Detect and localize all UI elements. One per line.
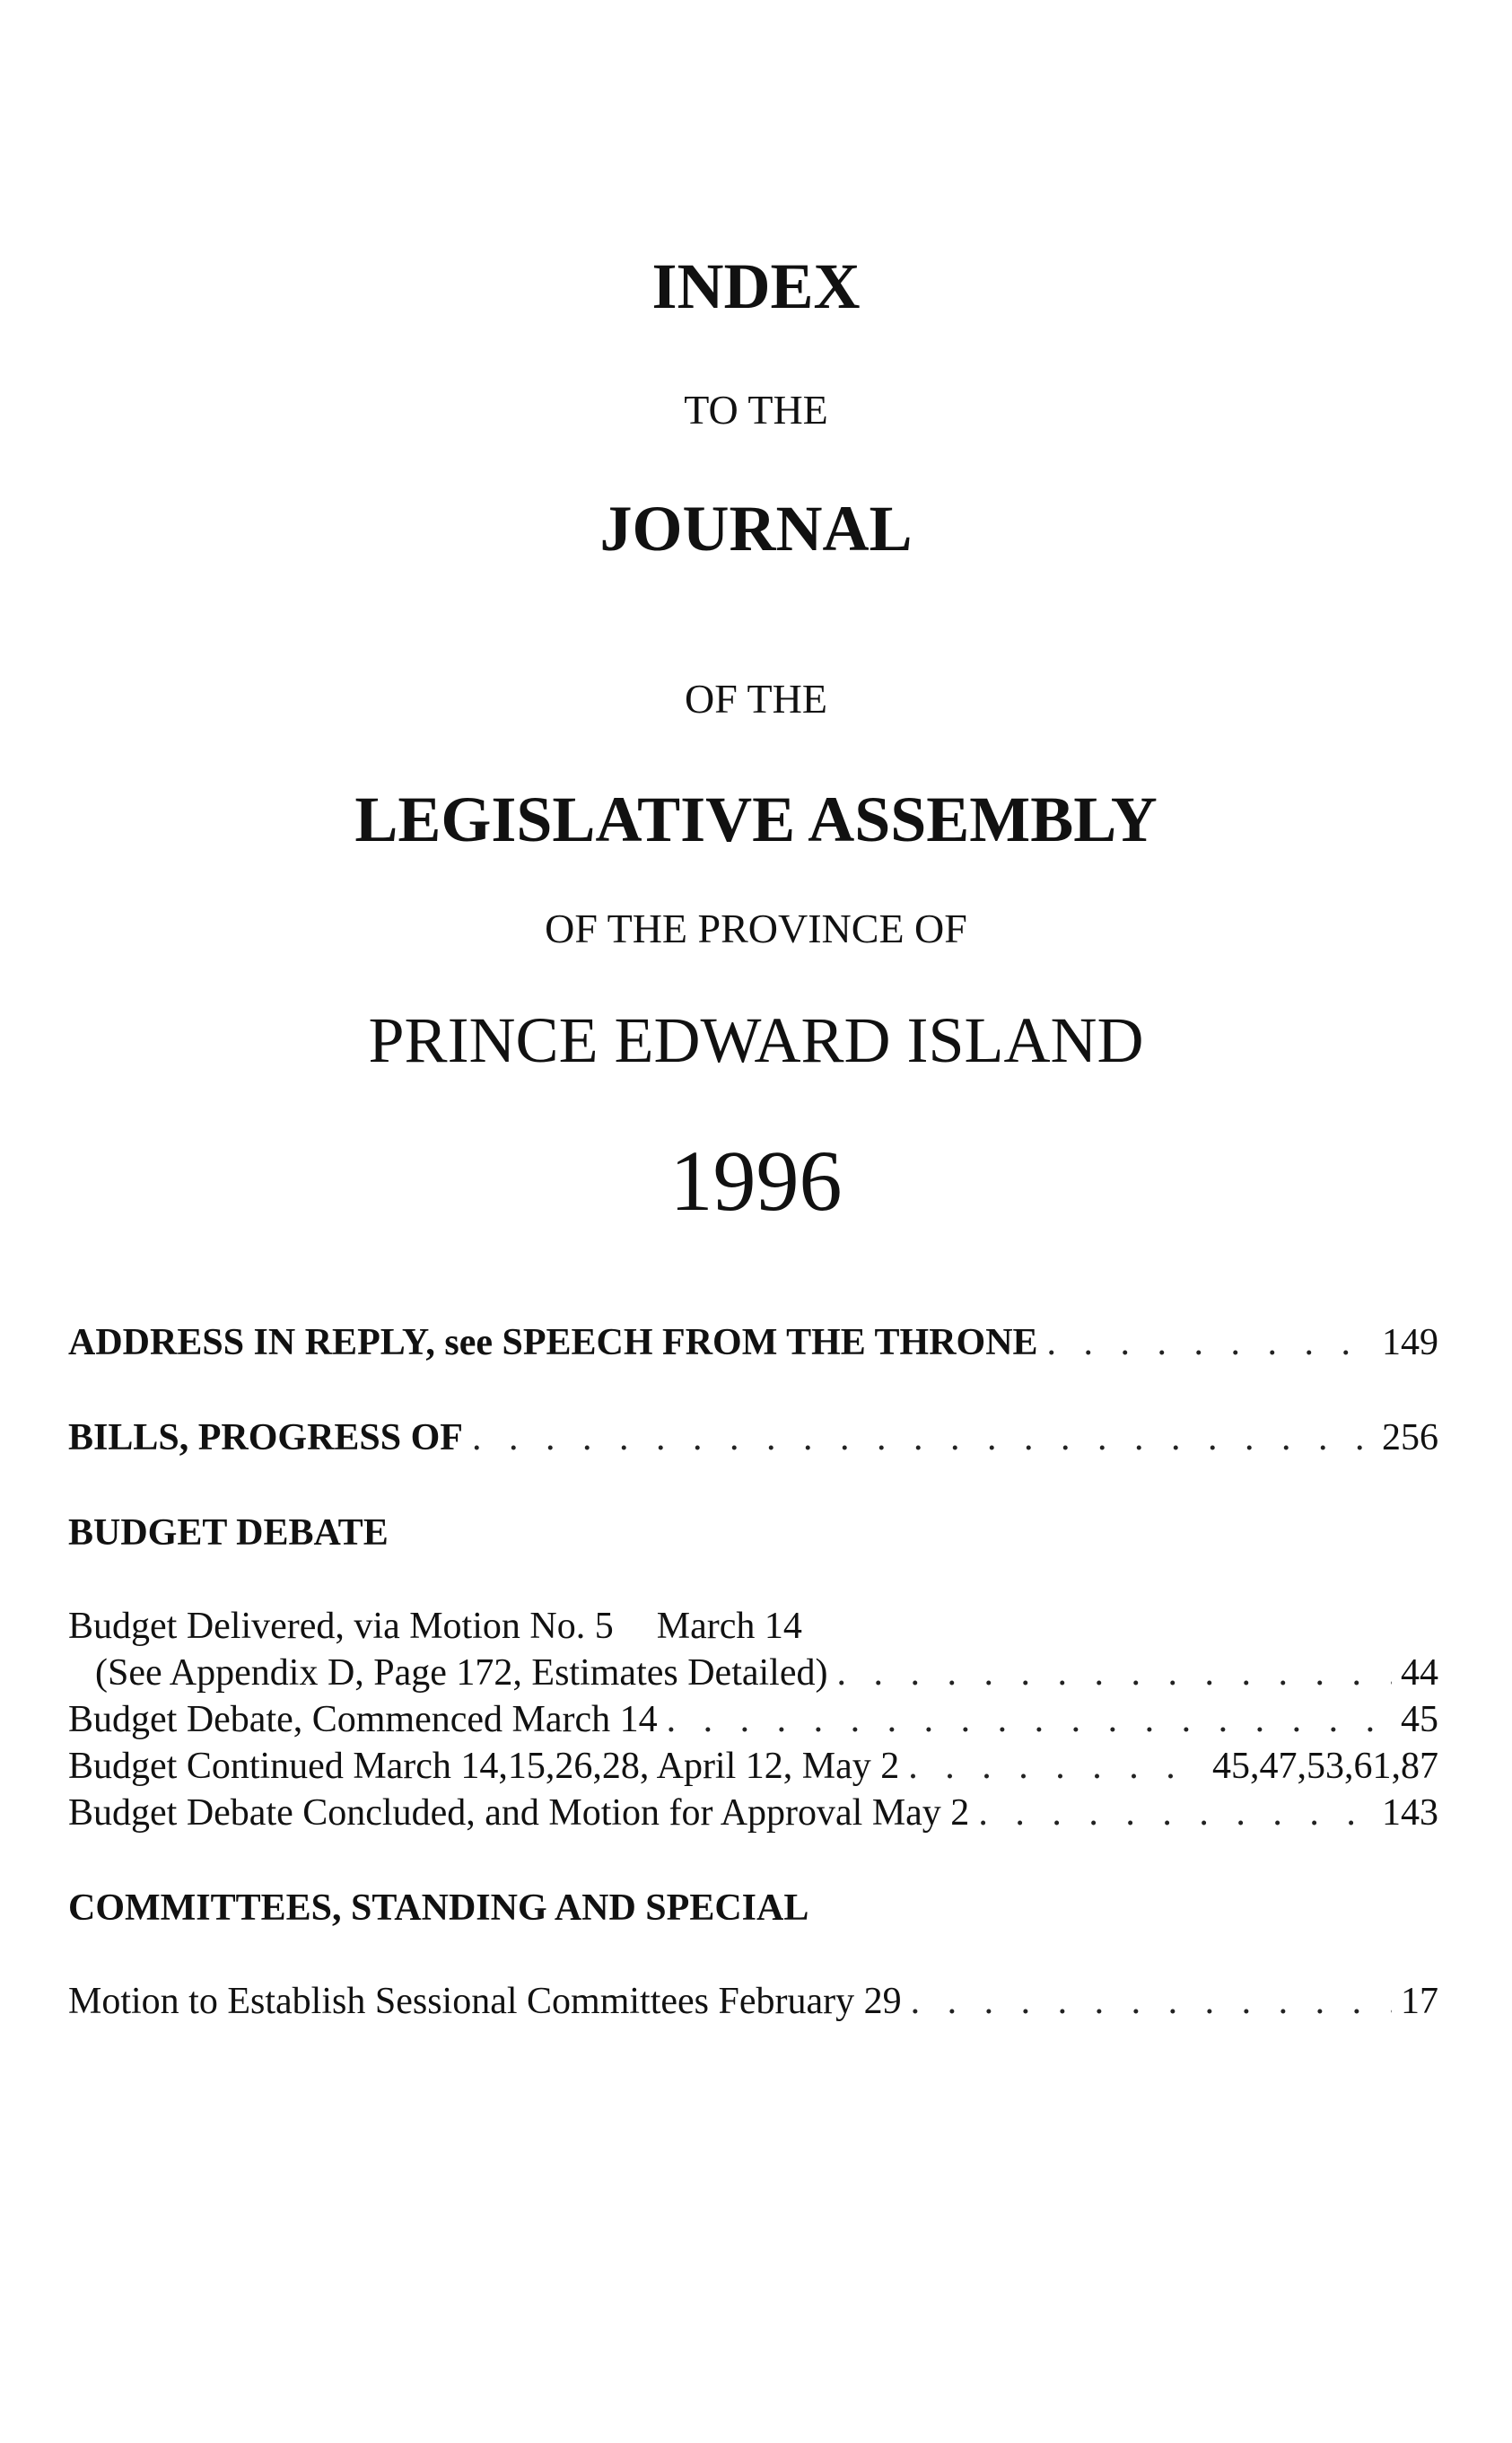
entry-budget-appendix: [68, 1650, 1438, 1696]
entry-budget-commenced: [68, 1696, 1438, 1743]
spacer: [68, 1461, 1438, 1510]
entry-budget-continued: [68, 1743, 1438, 1790]
entry-budget-delivered: [68, 1603, 1438, 1650]
entry-label: Budget Delivered, via Motion No. 5: [68, 1606, 614, 1647]
spacer: [68, 1366, 1438, 1414]
entry-date: March 14: [656, 1606, 802, 1647]
dot-leader: [911, 1978, 1392, 2025]
entry-label: ADDRESS IN REPLY, see SPEECH FROM THE THRONE: [68, 1322, 1038, 1363]
entry-pages: 44: [1401, 1652, 1438, 1694]
entry-label: Budget Debate, Commenced March 14: [68, 1699, 658, 1740]
title-year: 1996: [669, 1133, 843, 1229]
entry-label: (See Appendix D, Page 172, Estimates Detailed): [95, 1652, 828, 1694]
spacer: [68, 1836, 1438, 1885]
spacer: [68, 1931, 1438, 1978]
title-prince-edward-island: PRINCE EDWARD ISLAND: [368, 1004, 1144, 1076]
entry-label: Motion to Establish Sessional Committees February 29: [68, 1981, 902, 2022]
entry-bills-progress: [68, 1414, 1438, 1461]
title-of-the: OF THE: [685, 676, 827, 722]
entry-pages: 17: [1401, 1981, 1438, 2022]
entry-label: Budget Debate Concluded, and Motion for Approval May 2: [68, 1792, 970, 1834]
entry-committees-motion: [68, 1978, 1438, 2025]
index-entries: [68, 1319, 1438, 2025]
title-to-the: TO THE: [684, 387, 828, 433]
dot-leader: [667, 1696, 1392, 1743]
entry-pages: 45,47,53,61,87: [1212, 1746, 1438, 1787]
dot-leader: [472, 1414, 1373, 1461]
entry-pages: 149: [1382, 1322, 1438, 1363]
entry-pages: 143: [1382, 1792, 1438, 1834]
dot-leader: [836, 1650, 1392, 1696]
entry-budget-concluded: [68, 1790, 1438, 1836]
section-heading-budget-debate: BUDGET DEBATE: [68, 1512, 389, 1554]
entry-pages: 256: [1382, 1417, 1438, 1458]
entry-pages: 45: [1401, 1699, 1438, 1740]
dot-leader: [908, 1743, 1203, 1790]
entry-address-in-reply: [68, 1319, 1438, 1366]
dot-leader: [978, 1790, 1373, 1836]
spacer: [68, 1556, 1438, 1603]
entry-label: Budget Continued March 14,15,26,28, April 12, May 2: [68, 1746, 900, 1787]
title-of-the-province-of: OF THE PROVINCE OF: [545, 906, 967, 951]
title-legislative-assembly: LEGISLATIVE ASSEMBLY: [354, 784, 1158, 855]
entry-label: BILLS, PROGRESS OF: [68, 1417, 463, 1458]
title-journal: JOURNAL: [599, 493, 913, 565]
title-index: INDEX: [651, 250, 861, 322]
section-heading-committees: COMMITTEES, STANDING AND SPECIAL: [68, 1887, 809, 1929]
dot-leader: [1047, 1319, 1373, 1366]
